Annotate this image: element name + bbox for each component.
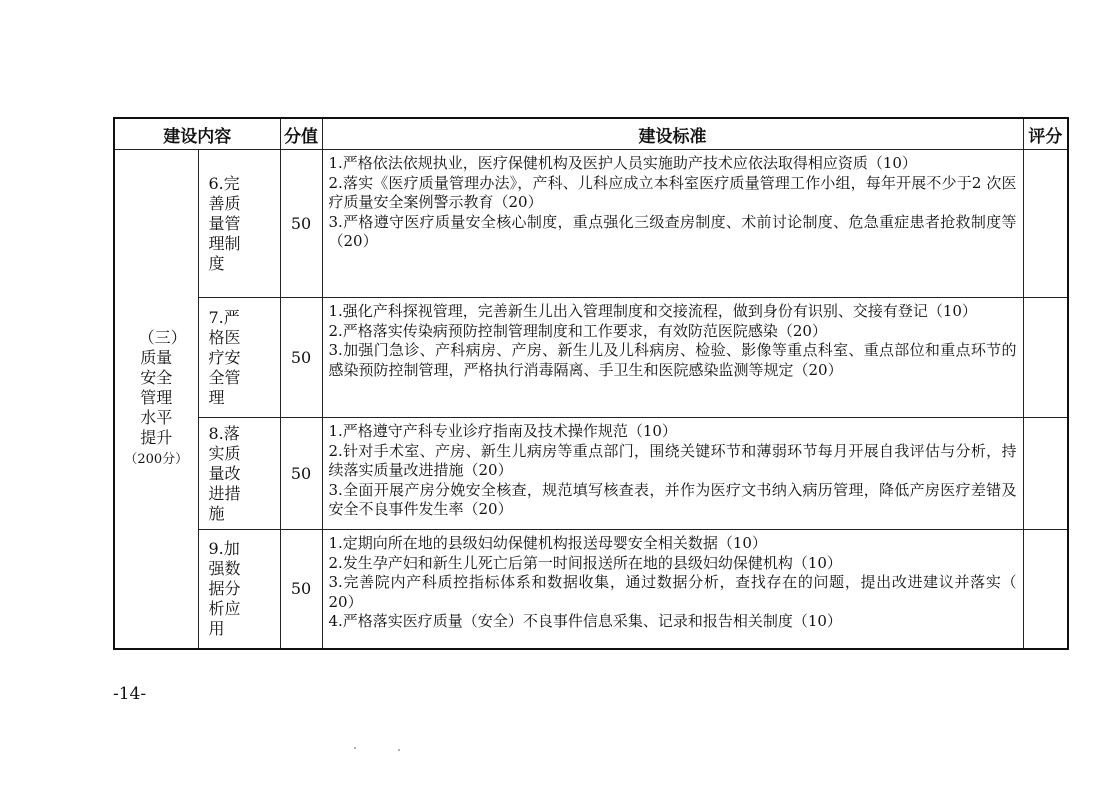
standard-cell	[322, 418, 1023, 530]
page-number: -14-	[113, 684, 147, 704]
standard-line: 1.严格遵守产科专业诊疗指南及技术操作规范（10）	[328, 422, 677, 440]
table-row	[114, 298, 1068, 418]
standards-table	[113, 117, 1069, 650]
standard-line: 2.落实《医疗质量管理办法》，产科、儿科应成立本科室医疗质量管理工作小组，每年开展不少于2 次医疗质量安全案例警示教育（20）	[328, 173, 1017, 212]
standard-line: 2.严格落实传染病预防控制管理制度和工作要求，有效防范医院感染（20）	[328, 321, 827, 340]
section-label: （三）质量安全管理水平提升	[138, 328, 187, 448]
score-value: 50	[280, 150, 322, 298]
rating-cell[interactable]	[1023, 530, 1068, 649]
header-rating: 评分	[1023, 118, 1068, 150]
table-row	[114, 150, 1068, 298]
score-value: 50	[280, 418, 322, 530]
rating-cell[interactable]	[1023, 150, 1068, 298]
item-cell	[198, 150, 280, 298]
standard-line: 2.发生孕产妇和新生儿死亡后第一时间报送所在地的县级妇幼保健机构（10）	[328, 553, 842, 572]
standard-line: 3.全面开展产房分娩安全核查，规范填写核查表，并作为医疗文书纳入病历管理，降低产房医疗差错及安全不良事件发生率（20）	[328, 480, 1017, 519]
standard-line: 3.严格遵守医疗质量安全核心制度，重点强化三级查房制度、术前讨论制度、危急重症患者抢救制度等（20）	[328, 212, 1017, 251]
rating-cell[interactable]	[1023, 298, 1068, 418]
header-content: 建设内容	[114, 118, 280, 150]
item-cell	[198, 298, 280, 418]
header-standard: 建设标准	[322, 118, 1023, 150]
score-value: 50	[280, 298, 322, 418]
table-header-row	[114, 118, 1068, 150]
item-label: 8.落实质量改进措施	[208, 423, 241, 523]
standard-cell	[322, 150, 1023, 298]
standard-cell	[322, 298, 1023, 418]
section-cell	[114, 150, 198, 649]
scan-speck	[398, 749, 400, 751]
standard-line: 3.完善院内产科质控指标体系和数据收集，通过数据分析，查找存在的问题，提出改进建议并落实（ 20）	[328, 573, 1017, 611]
standard-line: 1.严格依法依规执业，医疗保健机构及医护人员实施助产技术应依法取得相应资质（10）	[328, 154, 917, 172]
standard-line: 1.强化产科探视管理，完善新生儿出入管理制度和交接流程，做到身份有识别、交接有登记（10）	[328, 302, 977, 320]
item-label: 6.完善质量管理制度	[208, 173, 241, 273]
header-score: 分值	[280, 118, 322, 150]
table-row	[114, 530, 1068, 649]
standard-cell	[322, 530, 1023, 649]
item-cell	[198, 418, 280, 530]
item-label: 7.严格医疗安全管理	[208, 307, 241, 407]
rating-cell[interactable]	[1023, 418, 1068, 530]
standard-line: 1.定期向所在地的县级妇幼保健机构报送母婴安全相关数据（10）	[328, 534, 767, 552]
section-points: （200分）	[124, 452, 189, 468]
standard-line: 4.严格落实医疗质量（安全）不良事件信息采集、记录和报告相关制度（10）	[328, 612, 842, 631]
item-cell	[198, 530, 280, 649]
item-label: 9.加强数据分析应用	[208, 538, 241, 638]
table-row	[114, 418, 1068, 530]
score-value: 50	[280, 530, 322, 649]
standard-line: 3.加强门急诊、产科病房、产房、新生儿及儿科病房、检验、影像等重点科室、重点部位和重点环节的感染预防控制管理，严格执行消毒隔离、手卫生和医院感染监测等规定（20）	[328, 341, 1017, 379]
scan-speck	[354, 747, 356, 749]
standard-line: 2.针对手术室、产房、新生儿病房等重点部门，围绕关键环节和薄弱环节每月开展自我评估与分析，持续落实质量改进措施（20）	[328, 441, 1017, 480]
